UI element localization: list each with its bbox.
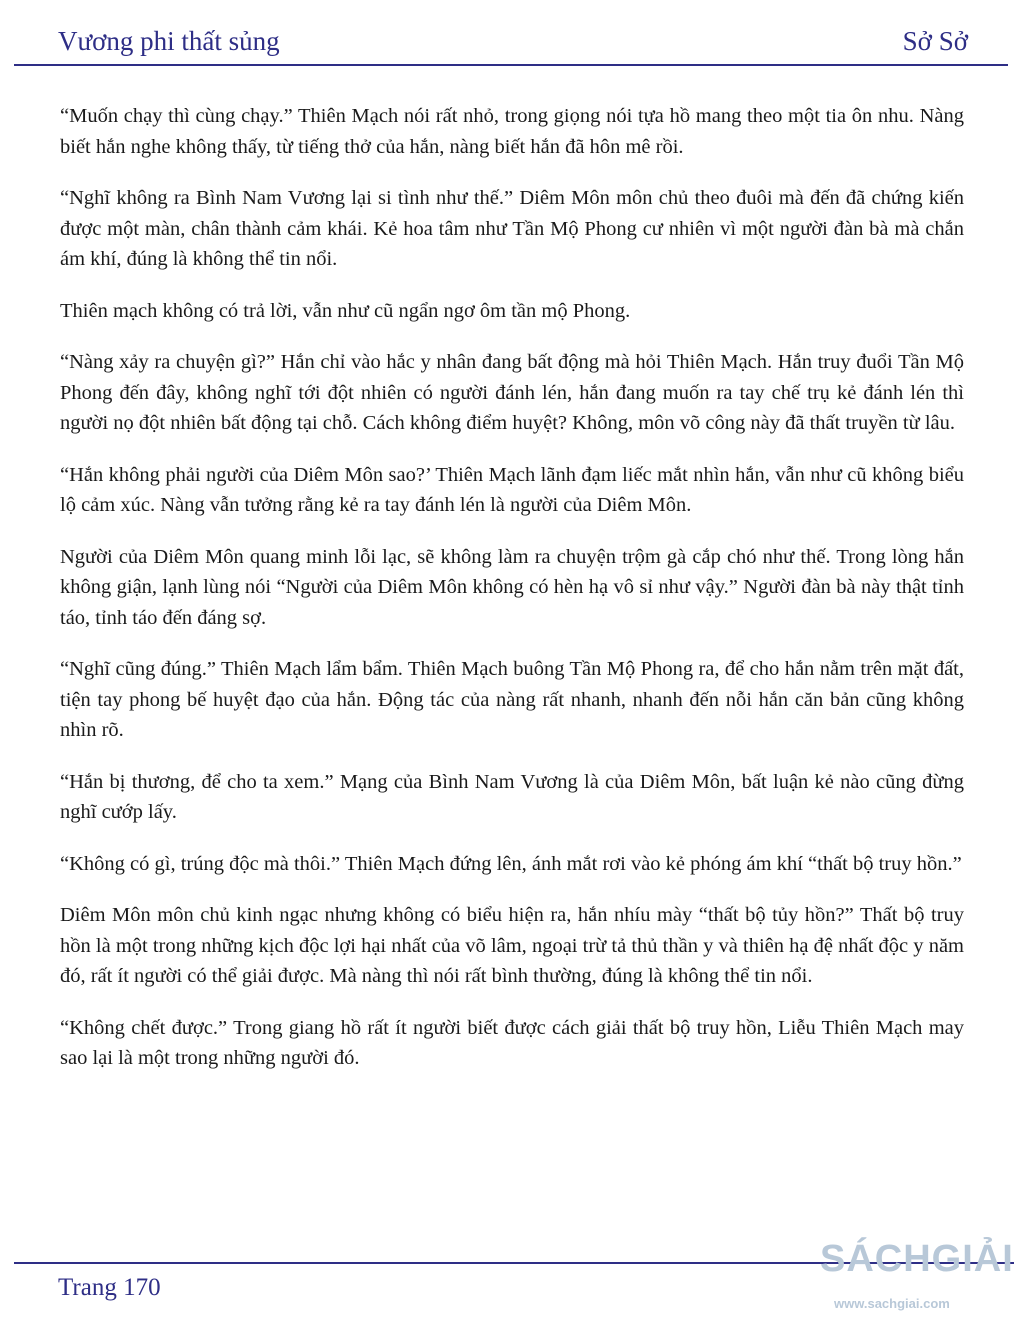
header-divider — [14, 64, 1008, 66]
page-header — [0, 0, 1024, 68]
paragraph: “Hắn không phải người của Diêm Môn sao?’ Thiên Mạch lãnh đạm liếc mắt nhìn hắn, vẫn như cũ không biểu lộ cảm xúc. Nàng vẫn tưởng rằng kẻ ra tay đánh lén là người của Diêm Môn. — [60, 463, 964, 516]
paragraph: Người của Diêm Môn quang minh lỗi lạc, sẽ không làm ra chuyện trộm gà cắp chó như thế. Trong lòng hắn không giận, lạnh lùng nói “Người của Diêm Môn không có hèn hạ vô sỉ như vậy.” Người đàn bà này thật tỉnh táo, tỉnh táo đến đáng sợ. — [60, 545, 964, 629]
paragraph: Thiên mạch không có trả lời, vẫn như cũ ngẩn ngơ ôm tần mộ Phong. — [60, 299, 631, 322]
author-name: Sở Sở — [902, 26, 968, 56]
page-body — [60, 101, 964, 1095]
paragraph: “Nghĩ không ra Bình Nam Vương lại si tình như thế.” Diêm Môn môn chủ theo đuôi mà đến đã chứng kiến được một màn, chân thành cảm khái. Kẻ hoa tâm như Tần Mộ Phong cư nhiên vì một người đàn bà mà chắn ám khí, đúng là không thể tin nổi. — [60, 187, 964, 270]
page-number: Trang 170 — [58, 1274, 161, 1301]
paragraph: “Không chết được.” Trong giang hồ rất ít người biết được cách giải thất bộ truy hồn, Liễu Thiên Mạch may sao lại là một trong những người đó. — [60, 1016, 964, 1069]
watermark-url: www.sachgiai.com — [834, 1296, 950, 1311]
watermark — [812, 1226, 1022, 1321]
paragraph: “Nghĩ cũng đúng.” Thiên Mạch lẩm bẩm. Thiên Mạch buông Tần Mộ Phong ra, để cho hắn nằm trên mặt đất, tiện tay phong bế huyệt đạo của hắn. Động tác của nàng rất nhanh, nhanh đến nỗi hắn căn bản cũng không nhìn rõ. — [60, 658, 964, 741]
paragraph: “Nàng xảy ra chuyện gì?” Hắn chỉ vào hắc y nhân đang bất động mà hỏi Thiên Mạch. Hắn truy đuổi Tần Mộ Phong đến đây, không nghĩ tới đột nhiên có người đánh lén, hắn đang muốn ra tay chế trụ kẻ đánh lén thì người nọ đột nhiên bất động tại chỗ. Cách không điểm huyệt? Không, môn võ công này đã thất truyền từ lâu. — [60, 351, 964, 434]
paragraph: “Muốn chạy thì cùng chạy.” Thiên Mạch nói rất nhỏ, trong giọng nói tựa hồ mang theo một tia ôn nhu. Nàng biết hắn nghe không thấy, từ tiếng thở của hắn, nàng biết hắn đã hôn mê rồi. — [60, 105, 964, 158]
paragraph: “Không có gì, trúng độc mà thôi.” Thiên Mạch đứng lên, ánh mắt rơi vào kẻ phóng ám khí “thất bộ truy hồn.” — [60, 852, 962, 875]
book-title: Vương phi thất sủng — [58, 26, 280, 56]
paragraph: “Hắn bị thương, để cho ta xem.” Mạng của Bình Nam Vương là của Diêm Môn, bất luận kẻ nào cũng đừng nghĩ cướp lấy. — [60, 770, 964, 823]
watermark-logo: SÁCHGIẢI — [820, 1238, 1014, 1280]
paragraph: Diêm Môn môn chủ kinh ngạc nhưng không có biểu hiện ra, hắn nhíu mày “thất bộ tủy hồn?” Thất bộ truy hồn là một trong những kịch độc lợi hại nhất của võ lâm, ngoại trừ tả thủ thần y và thiên hạ đệ nhất độc y năm đó, rất ít người có thể giải được. Mà nàng thì nói rất bình thường, đúng là không thể tin nổi. — [60, 904, 964, 987]
